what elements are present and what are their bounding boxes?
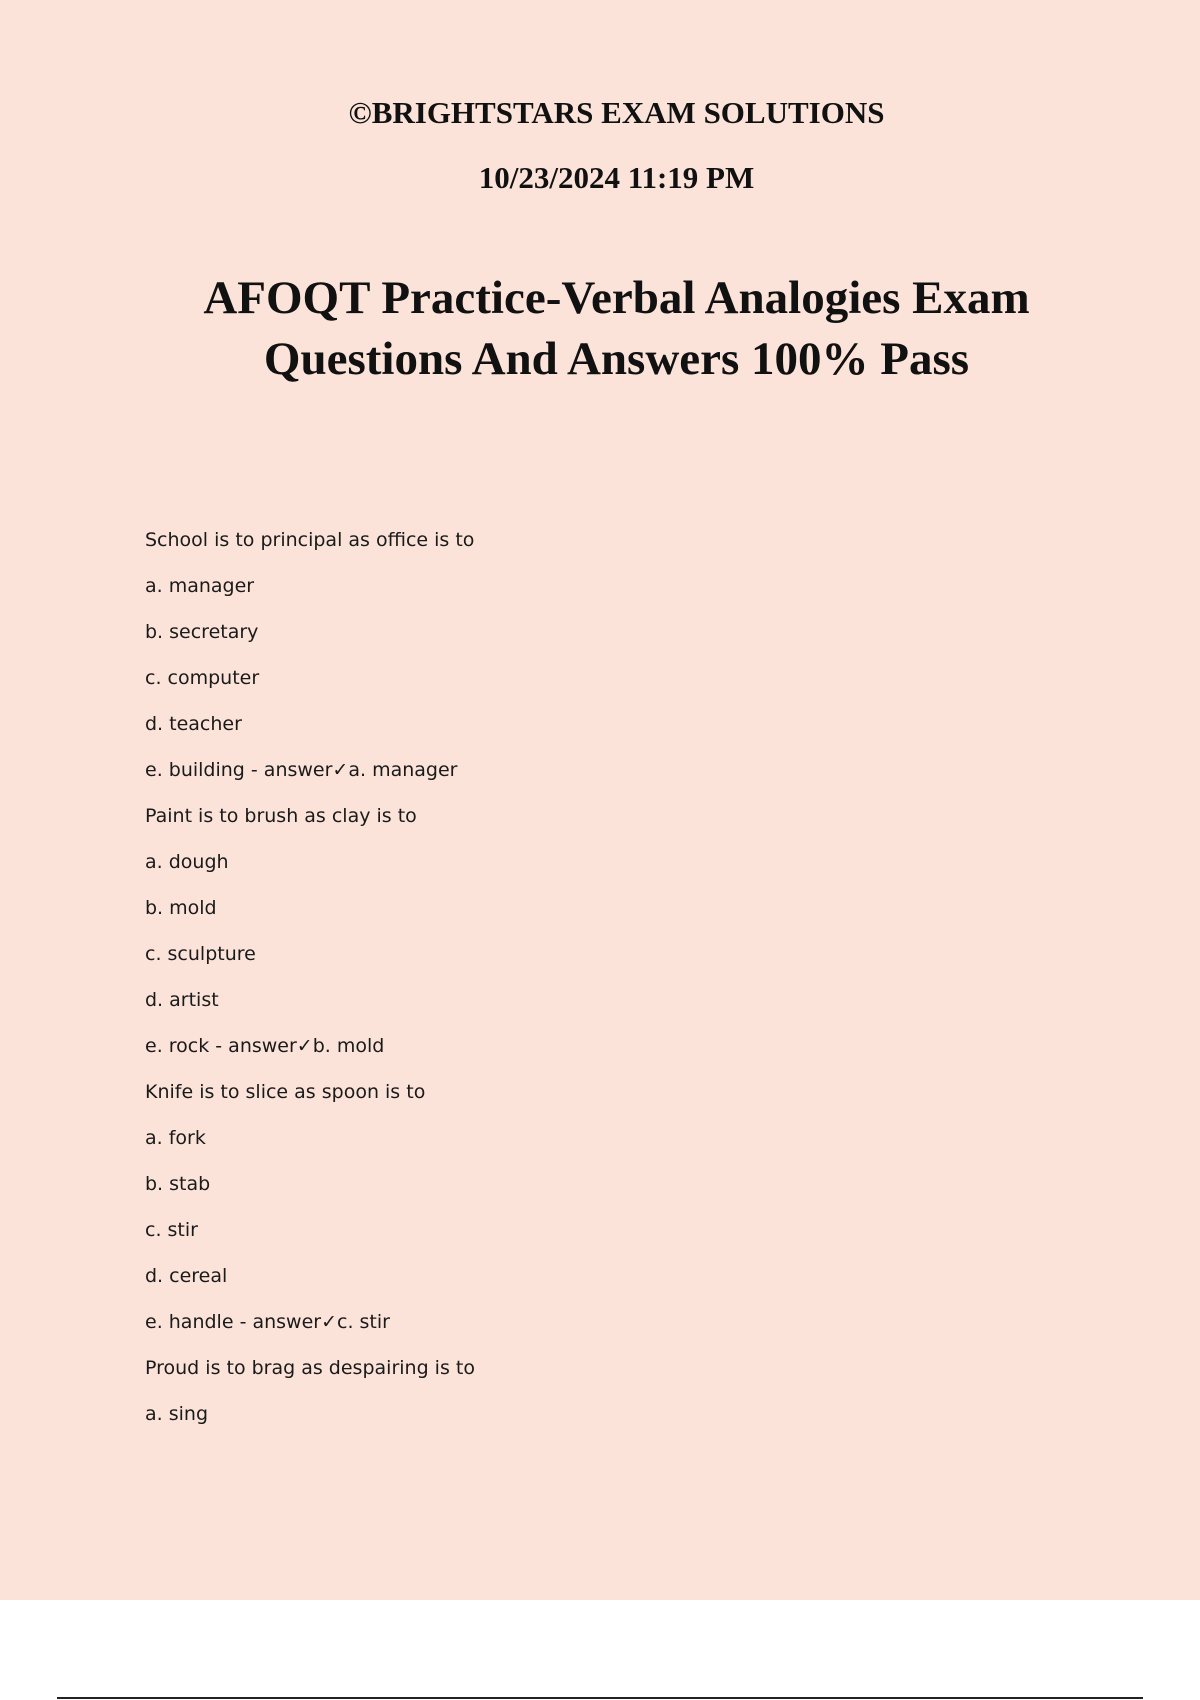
list-item: a. manager <box>145 575 255 597</box>
list-item: Knife is to slice as spoon is to <box>145 1081 426 1103</box>
list-item: e. handle - answer✓c. stir <box>145 1311 390 1333</box>
list-item: c. computer <box>145 667 260 689</box>
list-item: a. fork <box>145 1127 206 1149</box>
list-item: Paint is to brush as clay is to <box>145 805 417 827</box>
list-item: b. mold <box>145 897 217 919</box>
list-item: Proud is to brag as despairing is to <box>145 1357 475 1379</box>
footer-divider <box>57 1697 1143 1699</box>
title-line-1: AFOQT Practice-Verbal Analogies Exam <box>203 272 1030 324</box>
list-item: e. rock - answer✓b. mold <box>145 1035 385 1057</box>
list-item: a. sing <box>145 1403 209 1425</box>
list-item: School is to principal as office is to <box>145 529 475 551</box>
list-item: d. cereal <box>145 1265 228 1287</box>
list-item: d. artist <box>145 989 219 1011</box>
list-item: b. stab <box>145 1173 211 1195</box>
list-item: e. building - answer✓a. manager <box>145 759 458 781</box>
brand-header: ©BRIGHTSTARS EXAM SOLUTIONS <box>348 95 885 130</box>
timestamp: 10/23/2024 11:19 PM <box>478 160 755 195</box>
page-title <box>0 268 1200 390</box>
list-item: a. dough <box>145 851 229 873</box>
list-item: c. stir <box>145 1219 198 1241</box>
title-line-2: Questions And Answers 100% Pass <box>263 333 970 385</box>
question-list <box>145 527 475 1447</box>
list-item: b. secretary <box>145 621 259 643</box>
list-item: c. sculpture <box>145 943 256 965</box>
list-item: d. teacher <box>145 713 242 735</box>
